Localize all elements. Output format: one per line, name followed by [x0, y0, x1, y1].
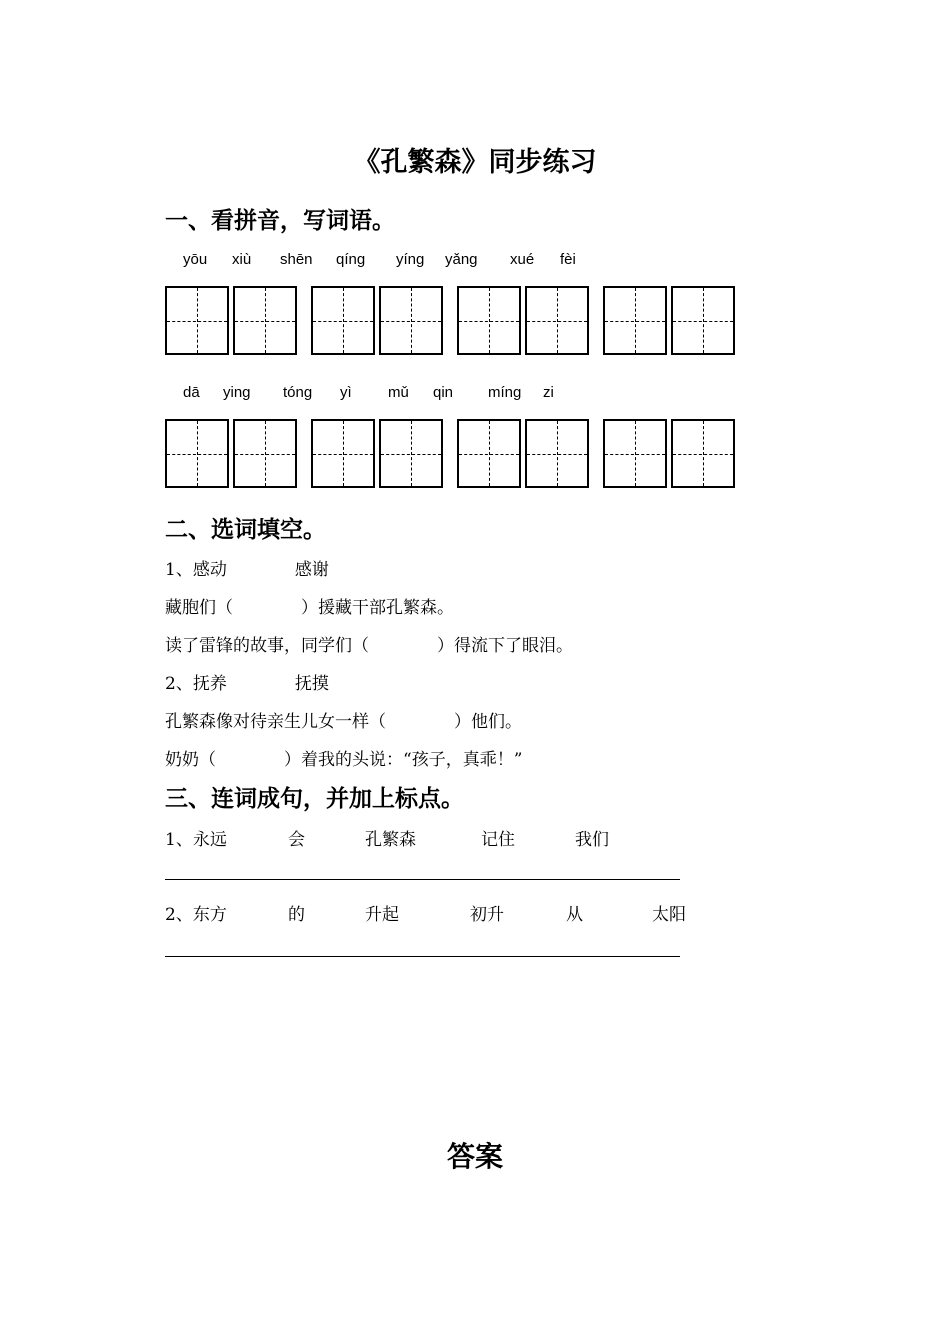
pinyin: qíng: [336, 251, 366, 268]
scrambled-word: 记住: [481, 830, 515, 850]
pinyin: zi: [543, 384, 554, 401]
pinyin: dā: [183, 384, 200, 401]
pinyin: fèi: [560, 251, 576, 268]
fill-blank-sentence: 奶奶（ ）着我的头说：“孩子，真乖！”: [165, 750, 523, 770]
tianzi-cell[interactable]: [233, 419, 297, 488]
pinyin: ying: [223, 384, 251, 401]
word-box[interactable]: [457, 419, 589, 488]
section-2-heading: 二、选词填空。: [165, 517, 326, 543]
pinyin: xiù: [232, 251, 252, 268]
word-box[interactable]: [165, 419, 297, 488]
word-box[interactable]: [311, 286, 443, 355]
tianzi-cell[interactable]: [233, 286, 297, 355]
section-1-heading: 一、看拼音，写词语。: [165, 208, 395, 234]
answer-line[interactable]: [165, 956, 680, 957]
tianzi-cell[interactable]: [165, 419, 229, 488]
word-box[interactable]: [603, 419, 735, 488]
tianzi-cell[interactable]: [603, 419, 667, 488]
question-1-options: 1、感动 感谢: [165, 560, 329, 580]
scrambled-word: 升起: [365, 905, 399, 925]
scrambled-word: 会: [288, 830, 305, 850]
scrambled-word: 2、东方: [165, 905, 227, 925]
tianzi-cell[interactable]: [525, 286, 589, 355]
scrambled-word: 1、永远: [165, 830, 227, 850]
section-3-heading: 三、连词成句，并加上标点。: [165, 786, 464, 812]
pinyin: mǔ: [388, 384, 409, 401]
fill-blank-sentence: 孔繁森像对待亲生儿女一样（ ）他们。: [165, 712, 522, 732]
scrambled-word: 的: [288, 905, 305, 925]
tianzi-cell[interactable]: [165, 286, 229, 355]
tianzi-cell[interactable]: [379, 286, 443, 355]
writing-grid-row-2: [165, 419, 735, 488]
pinyin: yōu: [183, 251, 208, 268]
pinyin: míng: [488, 384, 522, 401]
pinyin: yíng: [396, 251, 425, 268]
tianzi-cell[interactable]: [457, 419, 521, 488]
answer-line[interactable]: [165, 879, 680, 880]
tianzi-cell[interactable]: [379, 419, 443, 488]
pinyin: tóng: [283, 384, 313, 401]
writing-grid-row-1: [165, 286, 735, 355]
pinyin: qin: [433, 384, 454, 401]
tianzi-cell[interactable]: [671, 419, 735, 488]
pinyin: yǎng: [445, 251, 478, 268]
word-box[interactable]: [311, 419, 443, 488]
scrambled-word: 从: [566, 905, 583, 925]
tianzi-cell[interactable]: [457, 286, 521, 355]
tianzi-cell[interactable]: [603, 286, 667, 355]
tianzi-cell[interactable]: [525, 419, 589, 488]
word-box[interactable]: [603, 286, 735, 355]
scrambled-word: 我们: [575, 830, 609, 850]
page-title: 《孔繁森》同步练习: [353, 147, 597, 178]
pinyin: shēn: [280, 251, 313, 268]
scrambled-word: 孔繁森: [365, 830, 416, 850]
tianzi-cell[interactable]: [311, 419, 375, 488]
fill-blank-sentence: 藏胞们（ ）援藏干部孔繁森。: [165, 598, 454, 618]
pinyin: yì: [340, 384, 352, 401]
tianzi-cell[interactable]: [671, 286, 735, 355]
question-2-options: 2、抚养 抚摸: [165, 674, 329, 694]
scrambled-word: 太阳: [652, 905, 686, 925]
answer-heading: 答案: [446, 1140, 503, 1173]
pinyin: xué: [510, 251, 535, 268]
word-box[interactable]: [457, 286, 589, 355]
fill-blank-sentence: 读了雷锋的故事，同学们（ ）得流下了眼泪。: [165, 636, 573, 656]
scrambled-word: 初升: [470, 905, 504, 925]
tianzi-cell[interactable]: [311, 286, 375, 355]
word-box[interactable]: [165, 286, 297, 355]
